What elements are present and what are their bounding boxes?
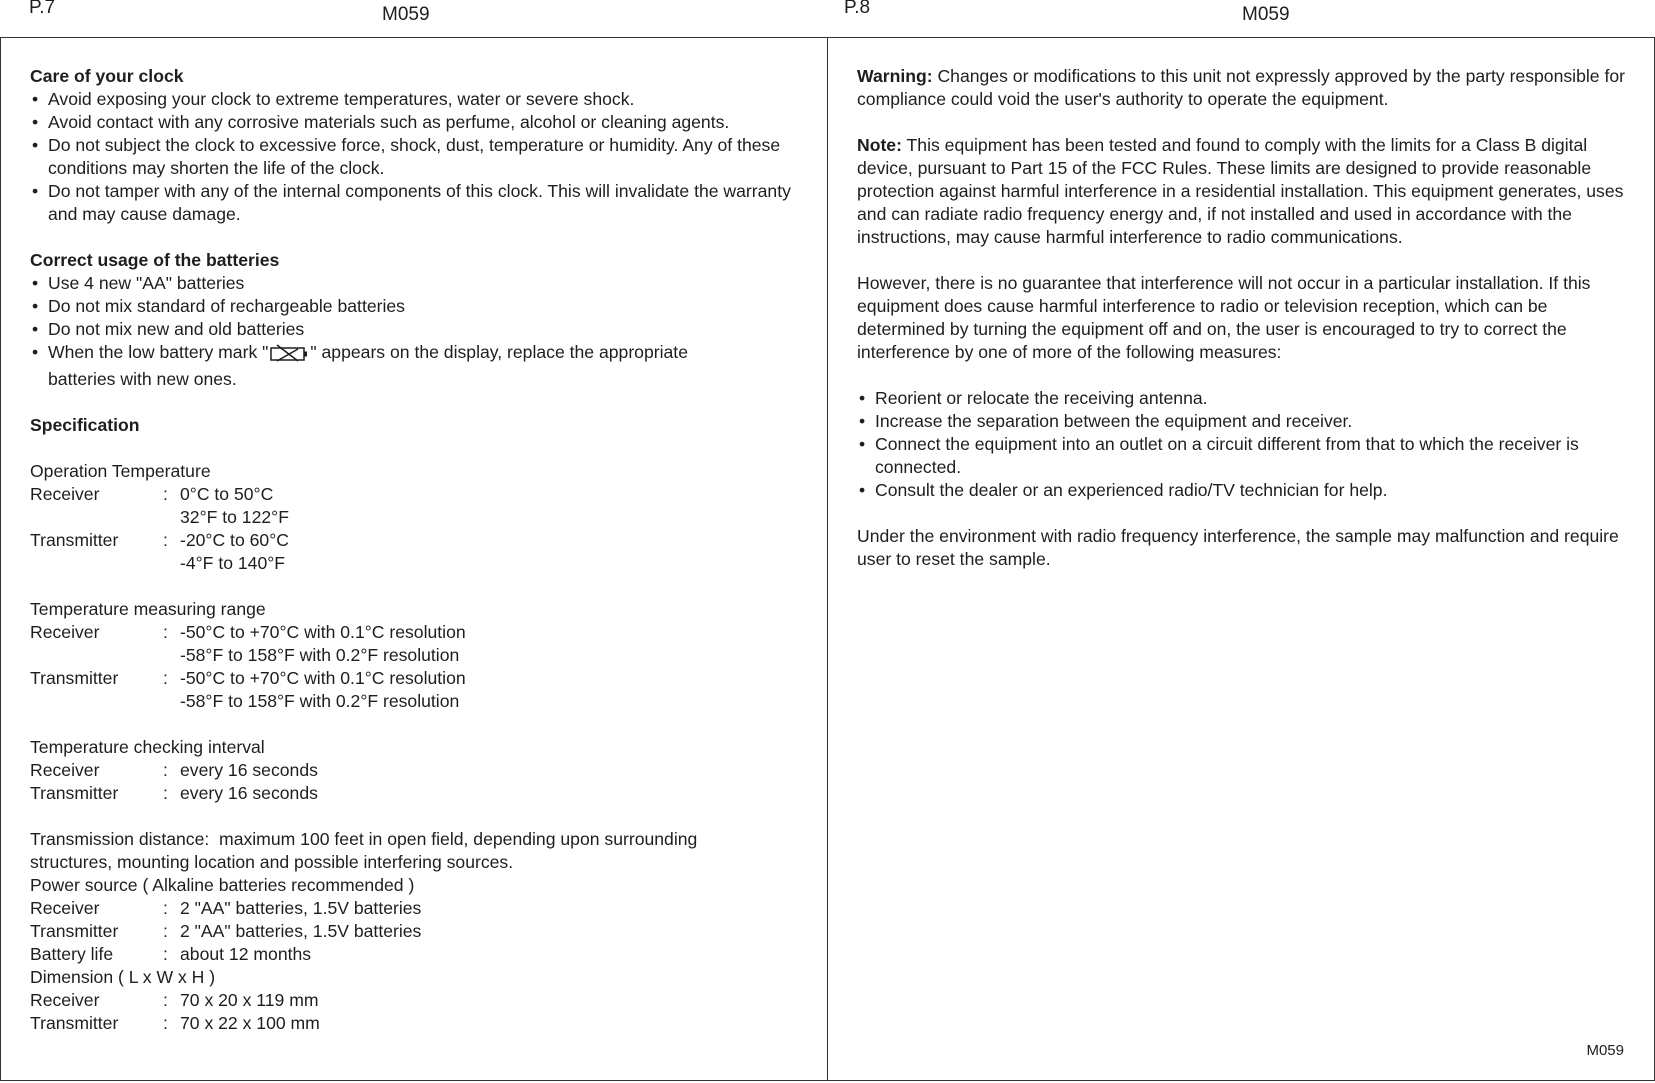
batteries-bullet: • Do not mix new and old batteries bbox=[30, 318, 798, 341]
warning-label: Warning: bbox=[857, 66, 933, 86]
measure-bullet: • Reorient or relocate the receiving antenna. bbox=[857, 387, 1625, 410]
care-bullet: • Avoid exposing your clock to extreme temperatures, water or severe shock. bbox=[30, 88, 798, 111]
battery-life-row: Battery life : about 12 months bbox=[30, 944, 312, 964]
batteries-bullet: • Do not mix standard of rechargeable batteries bbox=[30, 295, 798, 318]
transmission-distance-line: Transmission distance: maximum 100 feet in open field, depending upon surrounding bbox=[30, 829, 698, 849]
right-page-content bbox=[857, 65, 1625, 571]
power-source-title: Power source ( Alkaline batteries recommended ) bbox=[30, 875, 415, 895]
power-receiver-row: Receiver : 2 "AA" batteries, 1.5V batteries bbox=[30, 898, 422, 918]
left-page-content bbox=[30, 65, 798, 1035]
care-heading: Care of your clock bbox=[30, 66, 184, 86]
footer-model-code: M059 bbox=[1586, 1042, 1624, 1059]
left-model-code: M059 bbox=[382, 4, 430, 25]
measure-bullet: • Connect the equipment into an outlet on a circuit different from that to which the receiver is connected. bbox=[857, 433, 1625, 479]
specification-heading: Specification bbox=[30, 415, 140, 435]
care-bullet: • Do not tamper with any of the internal components of this clock. This will invalidate the warranty and may cause damage. bbox=[30, 180, 798, 226]
right-page-number: P.8 bbox=[844, 0, 871, 18]
note-label: Note: bbox=[857, 135, 902, 155]
interval-receiver-row: Receiver : every 16 seconds bbox=[30, 760, 318, 780]
batteries-heading: Correct usage of the batteries bbox=[30, 250, 280, 270]
dimension-transmitter-row: Transmitter : 70 x 22 x 100 mm bbox=[30, 1013, 320, 1033]
power-transmitter-row: Transmitter : 2 "AA" batteries, 1.5V batteries bbox=[30, 921, 422, 941]
transmission-distance-cont: structures, mounting location and possible interfering sources. bbox=[30, 852, 514, 872]
dimension-receiver-row: Receiver : 70 x 20 x 119 mm bbox=[30, 990, 319, 1010]
operation-transmitter-f: -4°F to 140°F bbox=[180, 553, 286, 573]
note-paragraph: Note: This equipment has been tested and found to comply with the limits for a Class B digital device, pursuant to Part 15 of the FCC Rules. These limits are designed to provide reasonable protection against harmful interference in a residential installation. This equipment generates, uses and can radiate radio frequency energy and, if not installed and used in accordance with the instructions, may cause harmful interference to radio communications. bbox=[857, 135, 1624, 247]
right-page-panel bbox=[827, 37, 1655, 1081]
operation-transmitter-row: Transmitter : -20°C to 60°C bbox=[30, 530, 289, 550]
low-battery-icon bbox=[270, 344, 308, 368]
left-page-number: P.7 bbox=[29, 0, 56, 18]
right-model-code: M059 bbox=[1242, 4, 1290, 25]
measure-bullet: • Increase the separation between the equipment and receiver. bbox=[857, 410, 1625, 433]
care-bullet: • Avoid contact with any corrosive materials such as perfume, alcohol or cleaning agents. bbox=[30, 111, 798, 134]
operation-receiver-f: 32°F to 122°F bbox=[180, 507, 289, 527]
warning-paragraph: Warning: Changes or modifications to this unit not expressly approved by the party responsible for compliance could void the user's authority to operate the equipment. bbox=[857, 66, 1625, 109]
operation-temp-title: Operation Temperature bbox=[30, 461, 211, 481]
however-paragraph: However, there is no guarantee that interference will not occur in a particular installation. If this equipment does cause harmful interference to radio or television reception, which can be determined by turning the equipment off and on, the user is encouraged to try to correct the interference by one of more of the following measures: bbox=[857, 273, 1591, 362]
measuring-transmitter-f: -58°F to 158°F with 0.2°F resolution bbox=[180, 691, 460, 711]
measuring-transmitter-row: Transmitter : -50°C to +70°C with 0.1°C resolution bbox=[30, 668, 466, 688]
batteries-bullet: • Use 4 new "AA" batteries bbox=[30, 272, 798, 295]
measuring-receiver-row: Receiver : -50°C to +70°C with 0.1°C resolution bbox=[30, 622, 466, 642]
operation-receiver-row: Receiver : 0°C to 50°C bbox=[30, 484, 274, 504]
checking-interval-title: Temperature checking interval bbox=[30, 737, 265, 757]
care-bullet: • Do not subject the clock to excessive force, shock, dust, temperature or humidity. Any of these conditions may shorten the life of the clock. bbox=[30, 134, 798, 180]
left-page-panel bbox=[0, 37, 828, 1081]
measure-bullet: • Consult the dealer or an experienced radio/TV technician for help. bbox=[857, 479, 1625, 502]
dimension-title: Dimension ( L x W x H ) bbox=[30, 967, 216, 987]
environment-paragraph: Under the environment with radio frequency interference, the sample may malfunction and require user to reset the sample. bbox=[857, 526, 1619, 569]
measuring-receiver-f: -58°F to 158°F with 0.2°F resolution bbox=[180, 645, 460, 665]
low-battery-bullet: • When the low battery mark " " appears on the display, replace the appropriate batteries with new ones. bbox=[30, 341, 798, 391]
interval-transmitter-row: Transmitter : every 16 seconds bbox=[30, 783, 318, 803]
measuring-range-title: Temperature measuring range bbox=[30, 599, 266, 619]
